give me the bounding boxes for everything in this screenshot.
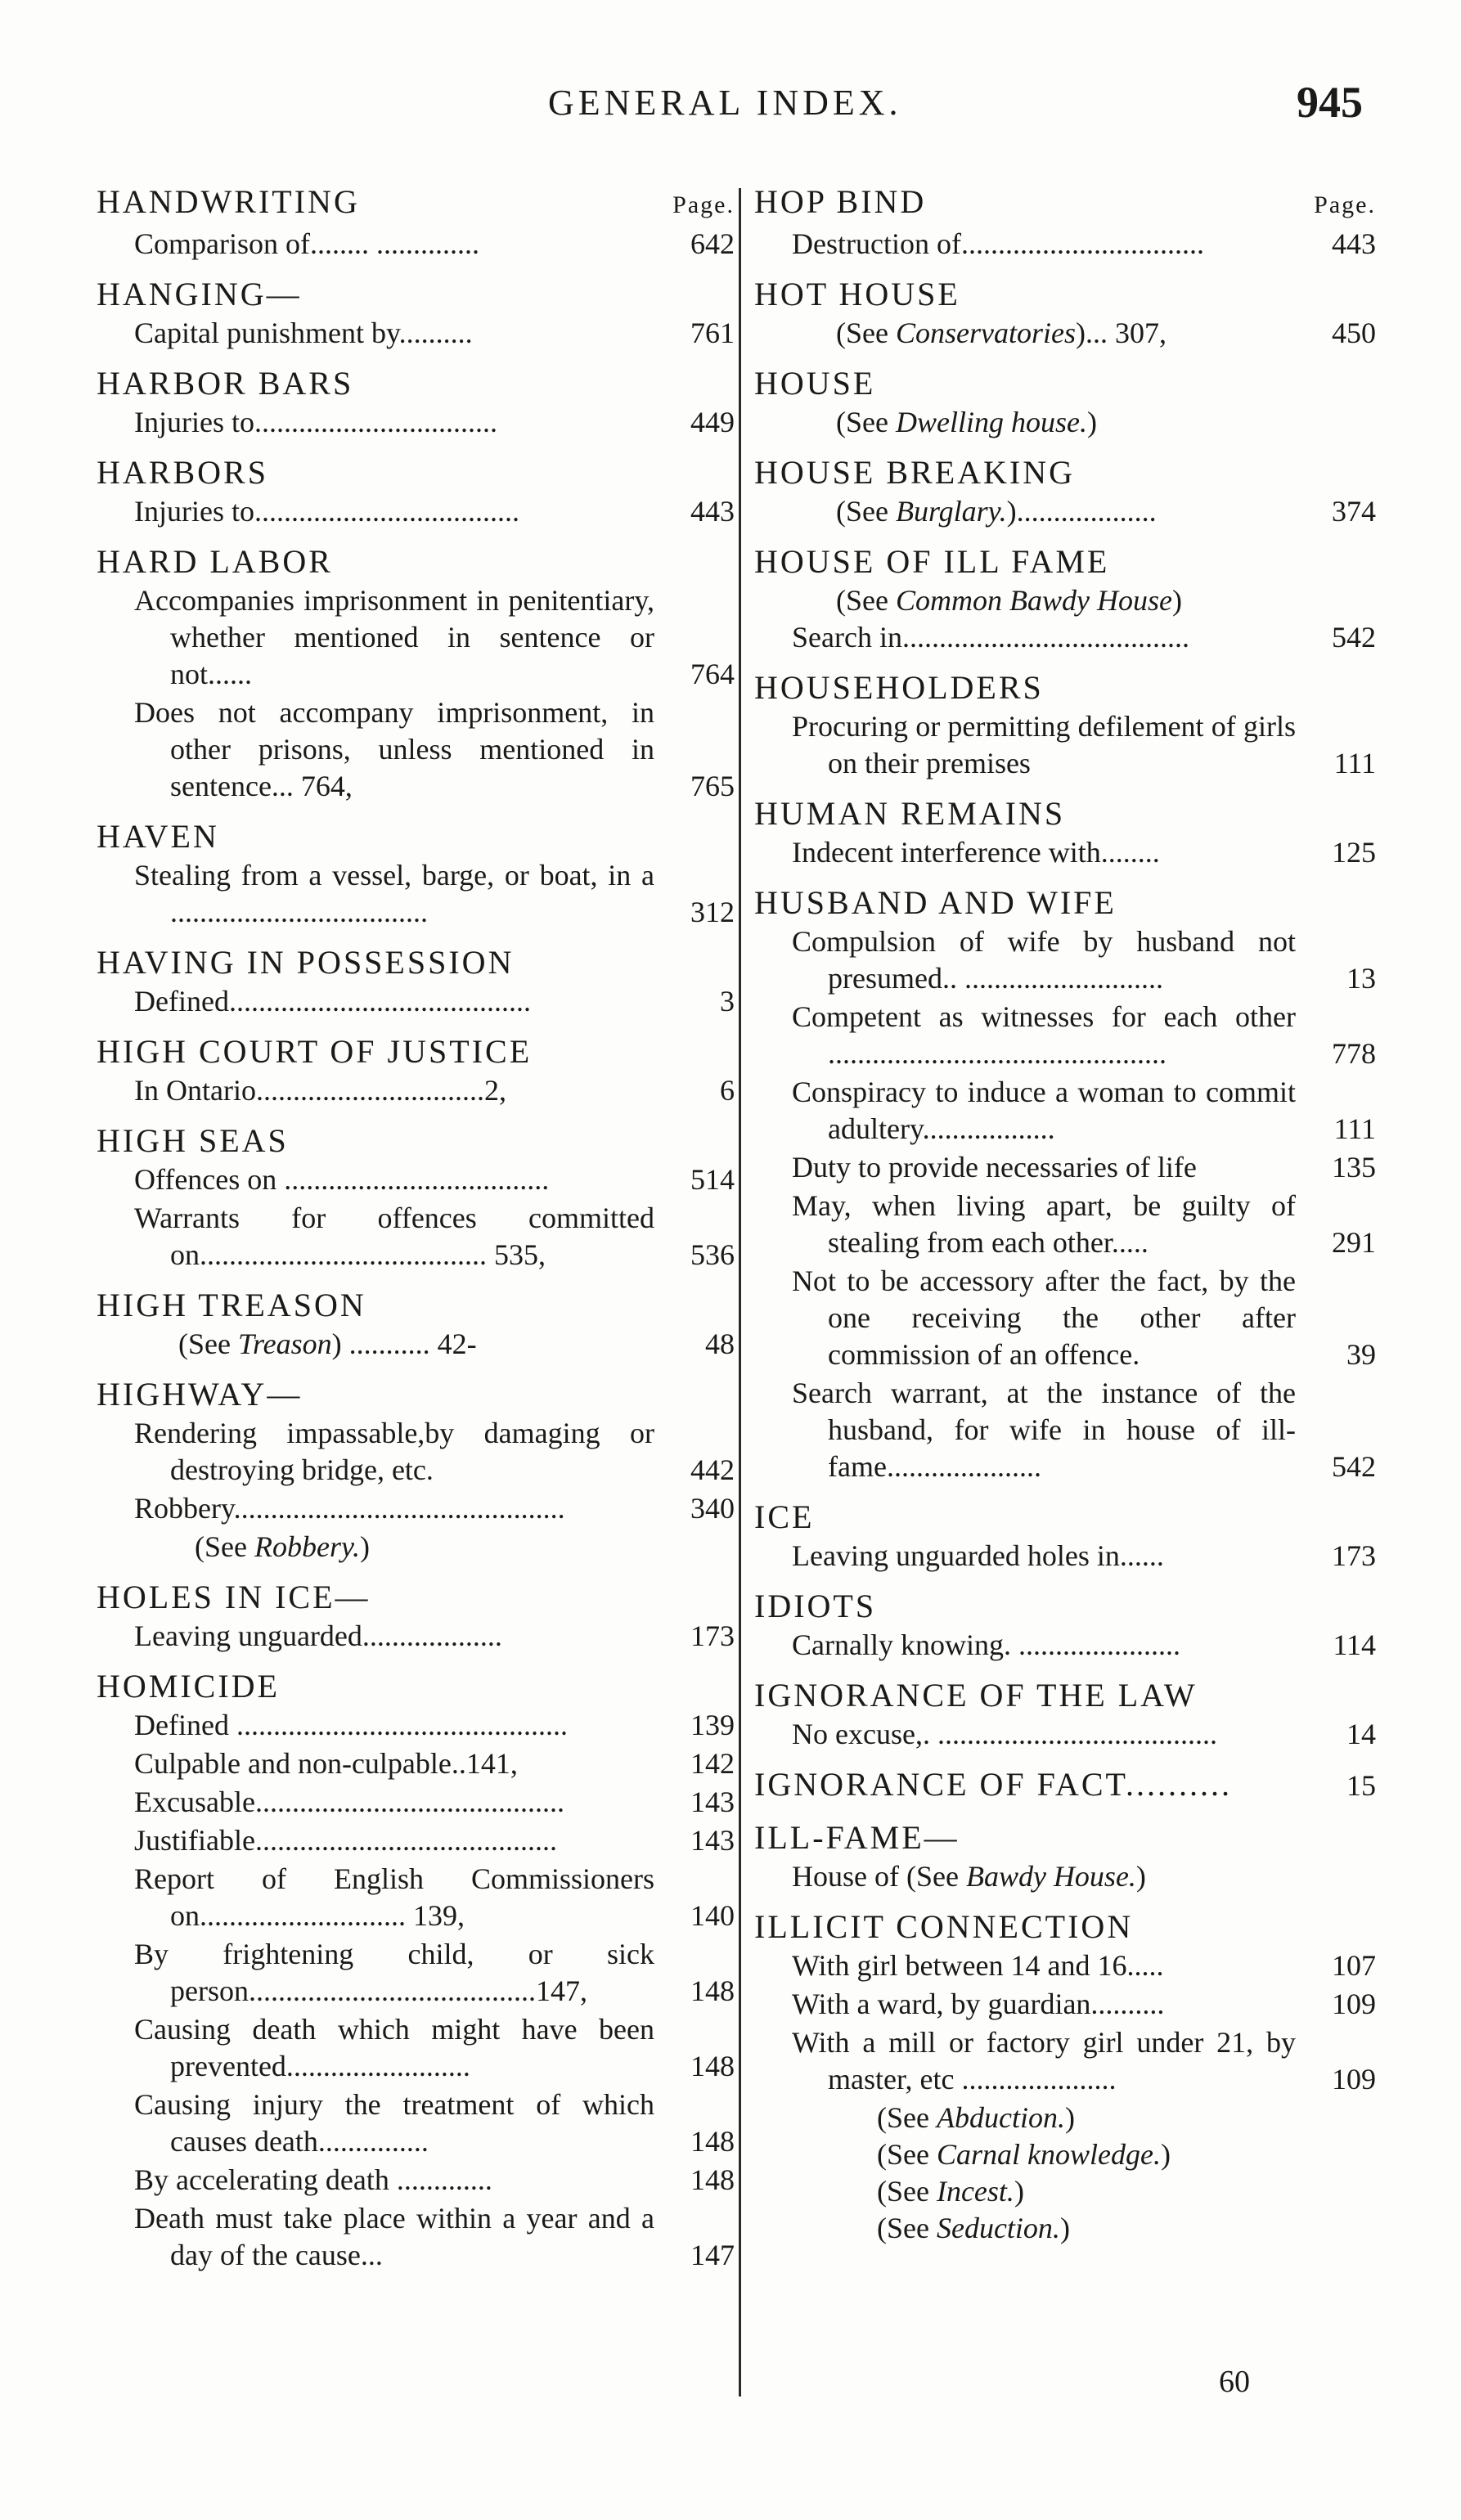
index-entry: May, when living apart, be guilty of stealing from each other..... 291 [792,1189,1376,1259]
index-entry: With girl between 14 and 16..... 107 [792,1949,1376,1982]
index-entry: In Ontario...............................2, 6 [134,1074,735,1107]
index-heading: HOUSE [754,365,876,402]
index-entry: By accelerating death ............. 148 [134,2163,735,2196]
index-heading: HUSBAND AND WIFE [754,884,1117,921]
index-heading: HOP BIND Page. [754,182,1376,226]
column-divider [739,188,741,2396]
index-heading: HIGH SEAS [97,1122,289,1159]
index-entry: Not to be accessory after the fact, by the one receiving the other after commission of an offence. 39 [792,1264,1376,1371]
index-entry: Defined ............................................. 139 [134,1709,735,1741]
index-heading: HANDWRITING Page. [97,182,735,226]
see-reference: (See Burglary.)................... 374 [836,495,1376,528]
index-entry: Destruction of................................. 443 [792,227,1376,260]
index-entry: Causing injury the treatment of which causes death............... 148 [134,2088,735,2158]
index-entry: Search in....................................... 542 [792,621,1376,654]
index-heading: HIGH COURT OF JUSTICE [97,1033,533,1070]
see-reference: (See Abduction.) [877,2101,1075,2134]
index-entry: Carnally knowing. ...................... 114 [792,1628,1376,1661]
see-reference: (See Carnal knowledge.) [877,2138,1171,2171]
index-heading: HOUSE BREAKING [754,454,1075,491]
page-number: 945 [1297,78,1363,127]
index-heading: ICE [754,1498,815,1535]
index-entry: Stealing from a vessel, barge, or boat, in a ................................... 312 [134,859,735,928]
index-entry: With a ward, by guardian.......... 109 [792,1988,1376,2020]
index-entry: With a mill or factory girl under 21, by master, etc ..................... 109 [792,2026,1376,2096]
index-entry: House of (See Bawdy House.) [792,1860,1146,1893]
index-heading: IDIOTS [754,1588,877,1624]
index-heading: HOLES IN ICE— [97,1579,371,1615]
index-heading: HARBOR BARS [97,365,354,402]
index-heading: IGNORANCE OF THE LAW [754,1677,1198,1714]
index-entry: Culpable and non-culpable..141, 142 [134,1747,735,1780]
index-entry: By frightening child, or sick person.......................................147, 148 [134,1938,735,2007]
left-column [97,182,735,2275]
index-entry: Duty to provide necessaries of life 135 [792,1151,1376,1184]
page-column-label: Page. [672,191,735,218]
index-heading: HARD LABOR [97,543,333,580]
see-reference: (See Incest.) [877,2175,1024,2208]
index-heading: HOMICIDE [97,1668,280,1705]
index-heading: HIGHWAY— [97,1376,303,1413]
signature-mark: 60 [1219,2365,1250,2399]
index-entry: Leaving unguarded................... 173 [134,1619,735,1652]
index-heading: HOT HOUSE [754,276,960,312]
right-column [754,182,1376,2247]
index-heading: HARBORS [97,454,268,491]
index-entry: Offences on .................................... 514 [134,1163,735,1196]
index-heading: HIGH TREASON [97,1287,366,1323]
index-entry: Justifiable......................................... 143 [134,1824,735,1857]
index-entry: Capital punishment by.......... 761 [134,317,735,349]
index-entry: Robbery............................................. 340 [134,1492,735,1525]
index-entry: Search warrant, at the instance of the husband, for wife in house of ill-fame..................... 542 [792,1377,1376,1483]
index-heading: HAVEN [97,818,219,855]
index-entry: Warrants for offences committed on....................................... 535, 536 [134,1202,735,1271]
see-reference: (See Conservatories)... 307, 450 [836,317,1376,349]
index-heading: IGNORANCE OF FACT.......... 15 [754,1766,1376,1803]
see-reference: (See Treason) ........... 42- 48 [178,1327,735,1360]
see-reference: (See Dwelling house.) [836,406,1097,438]
index-entry: Does not accompany imprisonment, in other prisons, unless mentioned in sentence... 764, 765 [134,696,735,802]
index-entry: Comparison of........ .............. 642 [134,227,735,260]
index-entry: Report of English Commissioners on............................ 139, 140 [134,1862,735,1932]
index-entry: Accompanies imprisonment in penitentiary, whether mentioned in sentence or not...... 764 [134,584,735,690]
index-entry: No excuse,. ...................................... 14 [792,1718,1376,1750]
index-entry: Defined......................................... 3 [134,985,735,1017]
index-entry: Injuries to.................................... 443 [134,495,735,528]
page-column-label: Page. [1314,191,1376,218]
index-heading: ILLICIT CONNECTION [754,1908,1134,1945]
see-reference: (See Robbery.) [195,1530,370,1563]
index-entry: Rendering impassable,by damaging or destroying bridge, etc. 442 [134,1417,735,1486]
index-entry: Competent as witnesses for each other .............................................. 778 [792,1000,1376,1070]
index-heading: HAVING IN POSSESSION [97,944,515,981]
index-heading: ILL-FAME— [754,1819,960,1856]
index-entry: Injuries to................................. 449 [134,406,735,438]
running-header [0,78,1461,147]
see-reference: (See Common Bawdy House) [836,584,1182,617]
index-entry: Conspiracy to induce a woman to commit adultery.................. 111 [792,1076,1376,1145]
index-entry: Compulsion of wife by husband not presumed.. ........................... 13 [792,925,1376,995]
index-heading: HOUSEHOLDERS [754,669,1044,706]
index-heading: HANGING— [97,276,302,312]
index-entry: Leaving unguarded holes in...... 173 [792,1539,1376,1572]
running-title: GENERAL INDEX. [548,83,902,123]
index-heading: HOUSE OF ILL FAME [754,543,1110,580]
index-entry: Causing death which might have been prevented......................... 148 [134,2013,735,2082]
index-heading: HUMAN REMAINS [754,795,1066,832]
see-reference: (See Seduction.) [877,2212,1070,2244]
index-entry: Excusable.......................................... 143 [134,1786,735,1818]
index-entry: Procuring or permitting defilement of girls on their premises 111 [792,710,1376,779]
index-entry: Death must take place within a year and a day of the cause... 147 [134,2202,735,2271]
index-entry: Indecent interference with........ 125 [792,836,1376,869]
